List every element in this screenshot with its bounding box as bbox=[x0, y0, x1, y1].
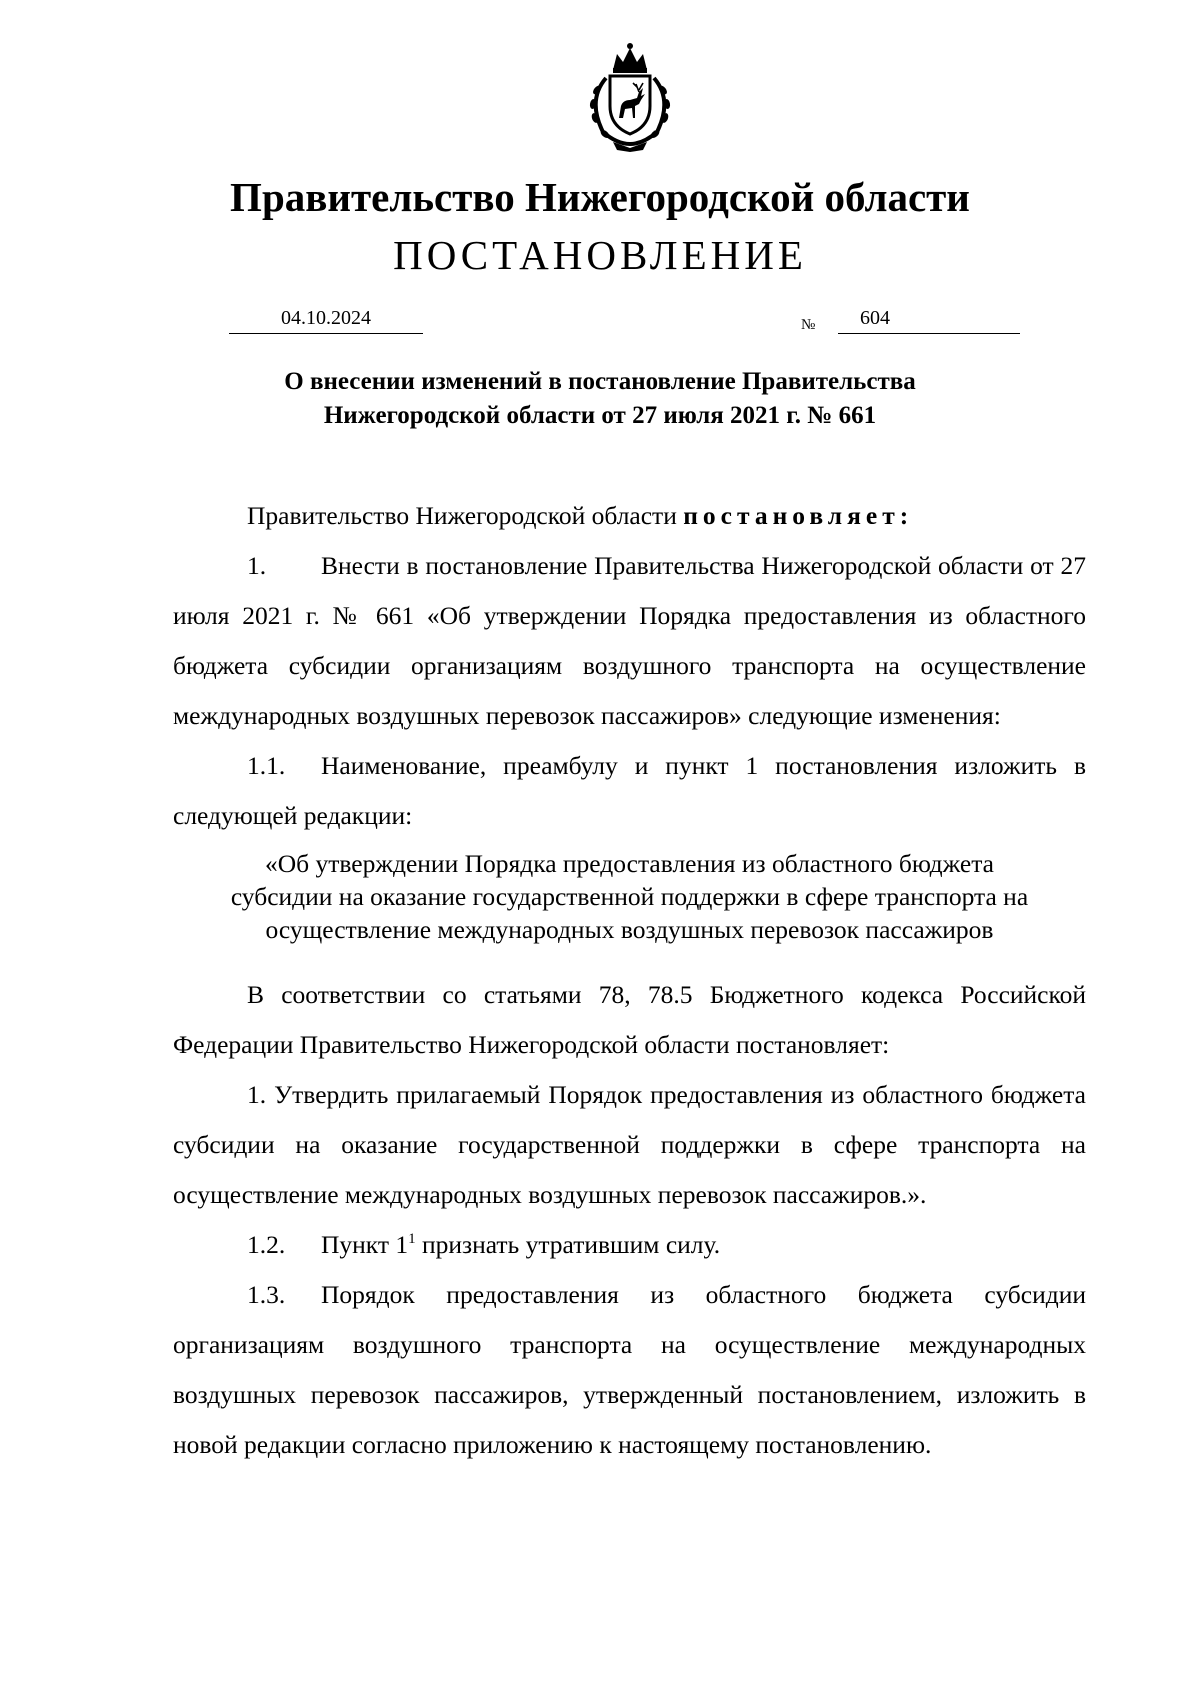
coat-of-arms-nizhny-novgorod-icon bbox=[573, 40, 687, 152]
quoted-title bbox=[173, 841, 1086, 970]
quote-line-1: «Об утверждении Порядка предоставления из областного бюджета bbox=[265, 849, 994, 878]
number-label: № bbox=[801, 317, 816, 333]
item-1-2-superscript: 1 bbox=[408, 1231, 416, 1247]
item-1-1-text: Наименование, преамбулу и пункт 1 постановления изложить в следующей редакции: bbox=[173, 751, 1086, 830]
quoted-preamble: В соответствии со статьями 78, 78.5 Бюджетного кодекса Российской Федерации Правительство Нижегородской области постановляет: bbox=[173, 980, 1086, 1059]
preamble-verb: постановляет: bbox=[683, 501, 914, 530]
document-number-field bbox=[838, 305, 1020, 334]
government-title: Правительство Нижегородской области bbox=[230, 174, 970, 220]
item-1-2-text-start: Пункт 1 bbox=[321, 1230, 409, 1259]
item-1-2-label: 1.2. bbox=[247, 1230, 286, 1259]
item-1-1 bbox=[173, 741, 1086, 841]
document-type: ПОСТАНОВЛЕНИЕ bbox=[393, 232, 807, 278]
item-1-3 bbox=[173, 1270, 1086, 1470]
quote-line-3: осуществление международных воздушных перевозок пассажиров bbox=[265, 915, 994, 944]
item-1-2-text-end: признать утратившим силу. bbox=[415, 1230, 721, 1259]
item-1-label: 1. bbox=[247, 551, 267, 580]
preamble bbox=[173, 491, 1086, 541]
subject-line-1: О внесении изменений в постановление Правительства bbox=[284, 368, 916, 395]
item-1-3-label: 1.3. bbox=[247, 1280, 286, 1309]
item-1-3-text: Порядок предоставления из областного бюджета субсидии организациям воздушного транспорта на осуществление международных воздушных перевозок пассажиров, утвержденный постановлением, изложить в новой редакции согласно приложению к настоящему постановлению. bbox=[173, 1280, 1086, 1459]
document-subject bbox=[0, 365, 1200, 433]
document-number: 604 bbox=[860, 307, 890, 329]
quote-line-2: субсидии на оказание государственной поддержки в сфере транспорта на bbox=[230, 882, 1029, 911]
document-body bbox=[173, 491, 1086, 1470]
document-date: 04.10.2024 bbox=[229, 305, 423, 334]
item-1-text: Внести в постановление Правительства Нижегородской области от 27 июля 2021 г. № 661 «Об утверждении Порядка предоставления из областного бюджета субсидии организациям воздушного транспорта на осуществление международных воздушных перевозок пассажиров» следующие изменения: bbox=[173, 551, 1086, 730]
item-1-2 bbox=[173, 1220, 1086, 1270]
item-1-1-label: 1.1. bbox=[247, 751, 286, 780]
quoted-item-1: 1. Утвердить прилагаемый Порядок предоставления из областного бюджета субсидии на оказание государственной поддержки в сфере транспорта на осуществление международных воздушных перевозок пассажиров.». bbox=[173, 1080, 1086, 1209]
item-1 bbox=[173, 541, 1086, 741]
subject-line-2: Нижегородской области от 27 июля 2021 г. № 661 bbox=[323, 402, 877, 429]
preamble-text: Правительство Нижегородской области bbox=[247, 501, 677, 530]
